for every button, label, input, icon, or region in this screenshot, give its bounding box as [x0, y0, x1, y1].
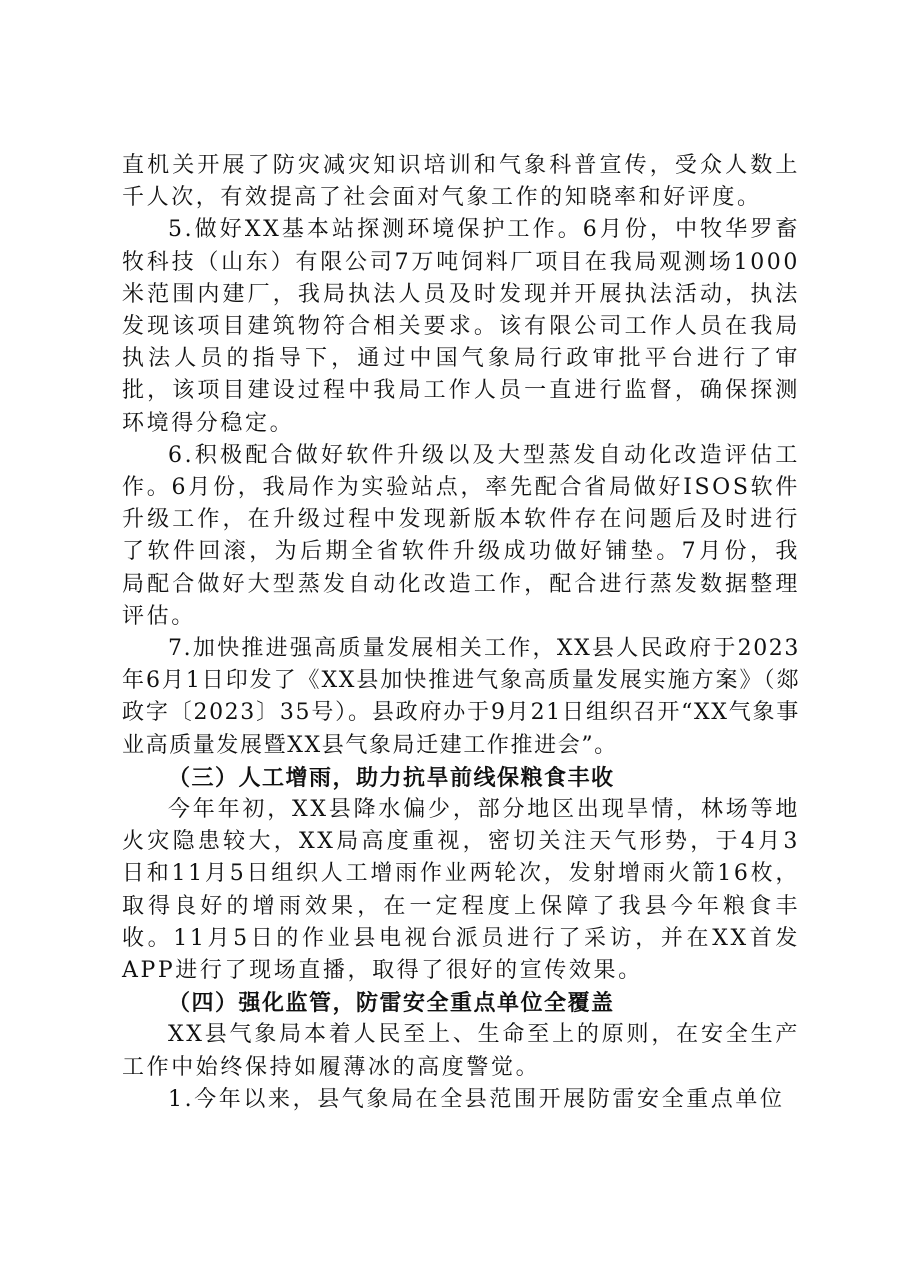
section-heading-3: （三）人工增雨，助力抗旱前线保粮食丰收: [168, 764, 615, 791]
paragraph-item-1: 1.今年以来，县气象局在全县范围开展防雷安全重点单位: [168, 1086, 785, 1112]
paragraph-continuation: 直机关开展了防灾减灾知识培训和气象科普宣传，受众人数上千人次，有效提高了社会面对气象工作的知晓率和好评度。: [122, 153, 800, 211]
paragraph-safety-principle: XX县气象局本着人民至上、生命至上的原则，在安全生产工作中始终保持如履薄冰的高度警觉。: [122, 1022, 800, 1080]
section-heading-4: （四）强化监管，防雷安全重点单位全覆盖: [168, 990, 615, 1017]
paragraph-item-7: 7.加快推进强高质量发展相关工作，XX县人民政府于2023年6月1日印发了《XX县加快推进气象高质量发展实施方案》（郯政字〔2023〕35号）。县政府办于9月21日组织召开“XX气象事业高质量发展暨XX县气象局迁建工作推进会”。: [122, 636, 800, 758]
paragraph-item-6: 6.积极配合做好软件升级以及大型蒸发自动化改造评估工作。6月份，我局作为实验站点，率先配合省局做好ISOS软件升级工作，在升级过程中发现新版本软件存在问题后及时进行了软件回滚，为后期全省软件升级成功做好铺垫。7月份，我局配合做好大型蒸发自动化改造工作，配合进行蒸发数据整理评估。: [122, 442, 800, 629]
paragraph-rain-enhancement: 今年年初，XX县降水偏少，部分地区出现旱情，林场等地火灾隐患较大，XX局高度重视，密切关注天气形势，于4月3日和11月5日组织人工增雨作业两轮次，发射增雨火箭16枚，取得良好的增雨效果，在一定程度上保障了我县今年粮食丰收。11月5日的作业县电视台派员进行了采访，并在XX首发APP进行了现场直播，取得了很好的宣传效果。: [122, 797, 800, 984]
paragraph-item-5: 5.做好XX基本站探测环境保护工作。6月份，中牧华罗畜牧科技（山东）有限公司7万吨饲料厂项目在我局观测场1000米范围内建厂，我局执法人员及时发现并开展执法活动，执法发现该项目建筑物符合相关要求。该有限公司工作人员在我局执法人员的指导下，通过中国气象局行政审批平台进行了审批，该项目建设过程中我局工作人员一直进行监督，确保探测环境得分稳定。: [122, 217, 800, 436]
document-body: [122, 150, 800, 1116]
